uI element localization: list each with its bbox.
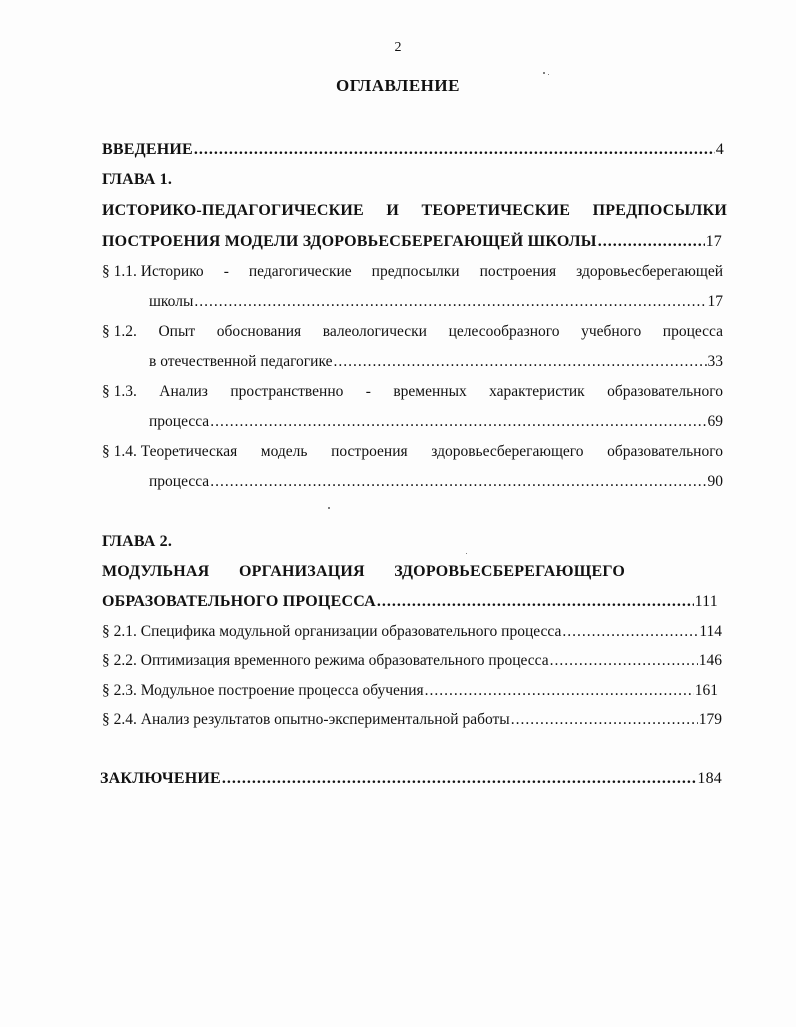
text-word: предпосылки xyxy=(371,263,460,280)
text-word: временных xyxy=(393,383,467,400)
toc-entry-label: ПОСТРОЕНИЯ МОДЕЛИ ЗДОРОВЬЕСБЕРЕГАЮЩЕЙ ШКОЛЫ xyxy=(102,233,597,250)
toc-entry-page: 111 xyxy=(694,593,718,610)
leader-dots xyxy=(377,591,694,613)
toc-entry-section-2-2[interactable] xyxy=(102,650,722,672)
toc-entry-page: 179 xyxy=(698,711,722,728)
title-word: ОРГАНИЗАЦИЯ xyxy=(239,563,365,580)
page-title: ОГЛАВЛЕНИЕ xyxy=(336,76,460,95)
text-word: здоровьесберегающей xyxy=(576,263,723,280)
scan-speck xyxy=(548,74,549,75)
section-1-1-line-1[interactable] xyxy=(102,261,723,283)
text-word: - xyxy=(223,263,229,280)
text-word: построения xyxy=(331,443,408,460)
toc-entry-label: ОБРАЗОВАТЕЛЬНОГО ПРОЦЕССА xyxy=(102,593,376,610)
section-1-2-line-2[interactable] xyxy=(149,351,723,373)
leader-dots xyxy=(425,680,694,702)
toc-entry-label: школы xyxy=(149,293,194,310)
section-1-1-line-2[interactable] xyxy=(149,291,723,313)
title-word: ЗДОРОВЬЕСБЕРЕГАЮЩЕГО xyxy=(394,563,625,580)
toc-entry-label: ВВЕДЕНИЕ xyxy=(102,141,193,158)
toc-entry-chapter-1[interactable] xyxy=(102,231,722,253)
text-word: § 1.3. xyxy=(102,383,137,400)
chapter-2-heading: ГЛАВА 2. xyxy=(102,533,173,550)
leader-dots xyxy=(210,471,706,493)
section-1-3-line-2[interactable] xyxy=(149,411,723,433)
text-word: § 1.1. Историко xyxy=(102,263,204,280)
scan-speck xyxy=(543,72,545,74)
toc-entry-label: ЗАКЛЮЧЕНИЕ xyxy=(100,770,221,787)
toc-entry-page: 184 xyxy=(697,770,722,787)
leader-dots xyxy=(598,231,705,253)
section-1-3-line-1[interactable] xyxy=(102,381,723,403)
leader-dots xyxy=(210,411,706,433)
section-1-2-line-1[interactable] xyxy=(102,321,723,343)
text-word: § 1.4. Теоретическая xyxy=(102,443,238,460)
text-word: Опыт xyxy=(158,323,196,340)
text-word: процесса xyxy=(662,323,723,340)
toc-entry-page: 90 xyxy=(707,473,723,490)
toc-entry-label: § 2.1. Специфика модульной организации образовательного процесса xyxy=(102,623,562,640)
toc-entry-intro[interactable] xyxy=(102,139,724,161)
toc-entry-page: 33 xyxy=(707,353,723,370)
leader-dots xyxy=(333,351,706,373)
toc-entry-chapter-2[interactable] xyxy=(102,591,718,613)
text-word: Анализ xyxy=(159,383,208,400)
toc-entry-label: процесса xyxy=(149,413,210,430)
text-word: здоровьесберегающего xyxy=(431,443,584,460)
chapter-2-title-line-1 xyxy=(102,561,625,583)
text-word: образовательного xyxy=(607,443,723,460)
text-word: - xyxy=(365,383,371,400)
text-word: педагогические xyxy=(248,263,352,280)
toc-entry-page: 17 xyxy=(705,233,722,250)
toc-entry-label: § 2.2. Оптимизация временного режима образовательного процесса xyxy=(102,652,549,669)
toc-entry-page: 17 xyxy=(707,293,723,310)
toc-entry-section-2-4[interactable] xyxy=(102,709,722,731)
title-word: МОДУЛЬНАЯ xyxy=(102,563,210,580)
leader-dots xyxy=(562,621,698,643)
toc-entry-page: 69 xyxy=(707,413,723,430)
title-word: ТЕОРЕТИЧЕСКИЕ xyxy=(421,202,571,219)
text-word: образовательного xyxy=(607,383,723,400)
toc-entry-page: 4 xyxy=(715,141,724,158)
title-word: ПРЕДПОСЫЛКИ xyxy=(592,202,727,219)
toc-entry-label: § 2.4. Анализ результатов опытно-экспериментальной работы xyxy=(102,711,510,728)
title-word: ИСТОРИКО-ПЕДАГОГИЧЕСКИЕ xyxy=(102,202,364,219)
chapter-1-heading: ГЛАВА 1. xyxy=(102,171,173,188)
toc-entry-section-2-3[interactable] xyxy=(102,680,718,702)
leader-dots xyxy=(194,291,706,313)
leader-dots xyxy=(194,139,715,161)
toc-entry-conclusion[interactable] xyxy=(100,768,722,790)
text-word: целесообразного xyxy=(448,323,560,340)
scan-speck xyxy=(466,553,467,554)
toc-entry-label: § 2.3. Модульное построение процесса обучения xyxy=(102,682,424,699)
text-word: характеристик xyxy=(489,383,585,400)
leader-dots xyxy=(222,768,696,790)
toc-entry-page: 146 xyxy=(698,652,722,669)
toc-entry-page: 161 xyxy=(694,682,718,699)
toc-entry-label: в отечественной педагогике xyxy=(149,353,333,370)
toc-entry-label: процесса xyxy=(149,473,210,490)
text-word: пространственно xyxy=(230,383,344,400)
chapter-1-title-line-1 xyxy=(102,200,727,222)
scan-speck xyxy=(328,507,330,509)
section-1-4-line-1[interactable] xyxy=(102,441,723,463)
toc-entry-section-2-1[interactable] xyxy=(102,621,722,643)
page-number: 2 xyxy=(394,40,402,55)
section-1-4-line-2[interactable] xyxy=(149,471,723,493)
text-word: обоснования xyxy=(216,323,302,340)
leader-dots xyxy=(511,709,698,731)
text-word: валеологически xyxy=(322,323,427,340)
title-word: И xyxy=(386,202,400,219)
text-word: учебного xyxy=(581,323,642,340)
text-word: модель xyxy=(260,443,308,460)
text-word: § 1.2. xyxy=(102,323,137,340)
leader-dots xyxy=(550,650,698,672)
text-word: построения xyxy=(479,263,557,280)
toc-entry-page: 114 xyxy=(699,623,722,640)
